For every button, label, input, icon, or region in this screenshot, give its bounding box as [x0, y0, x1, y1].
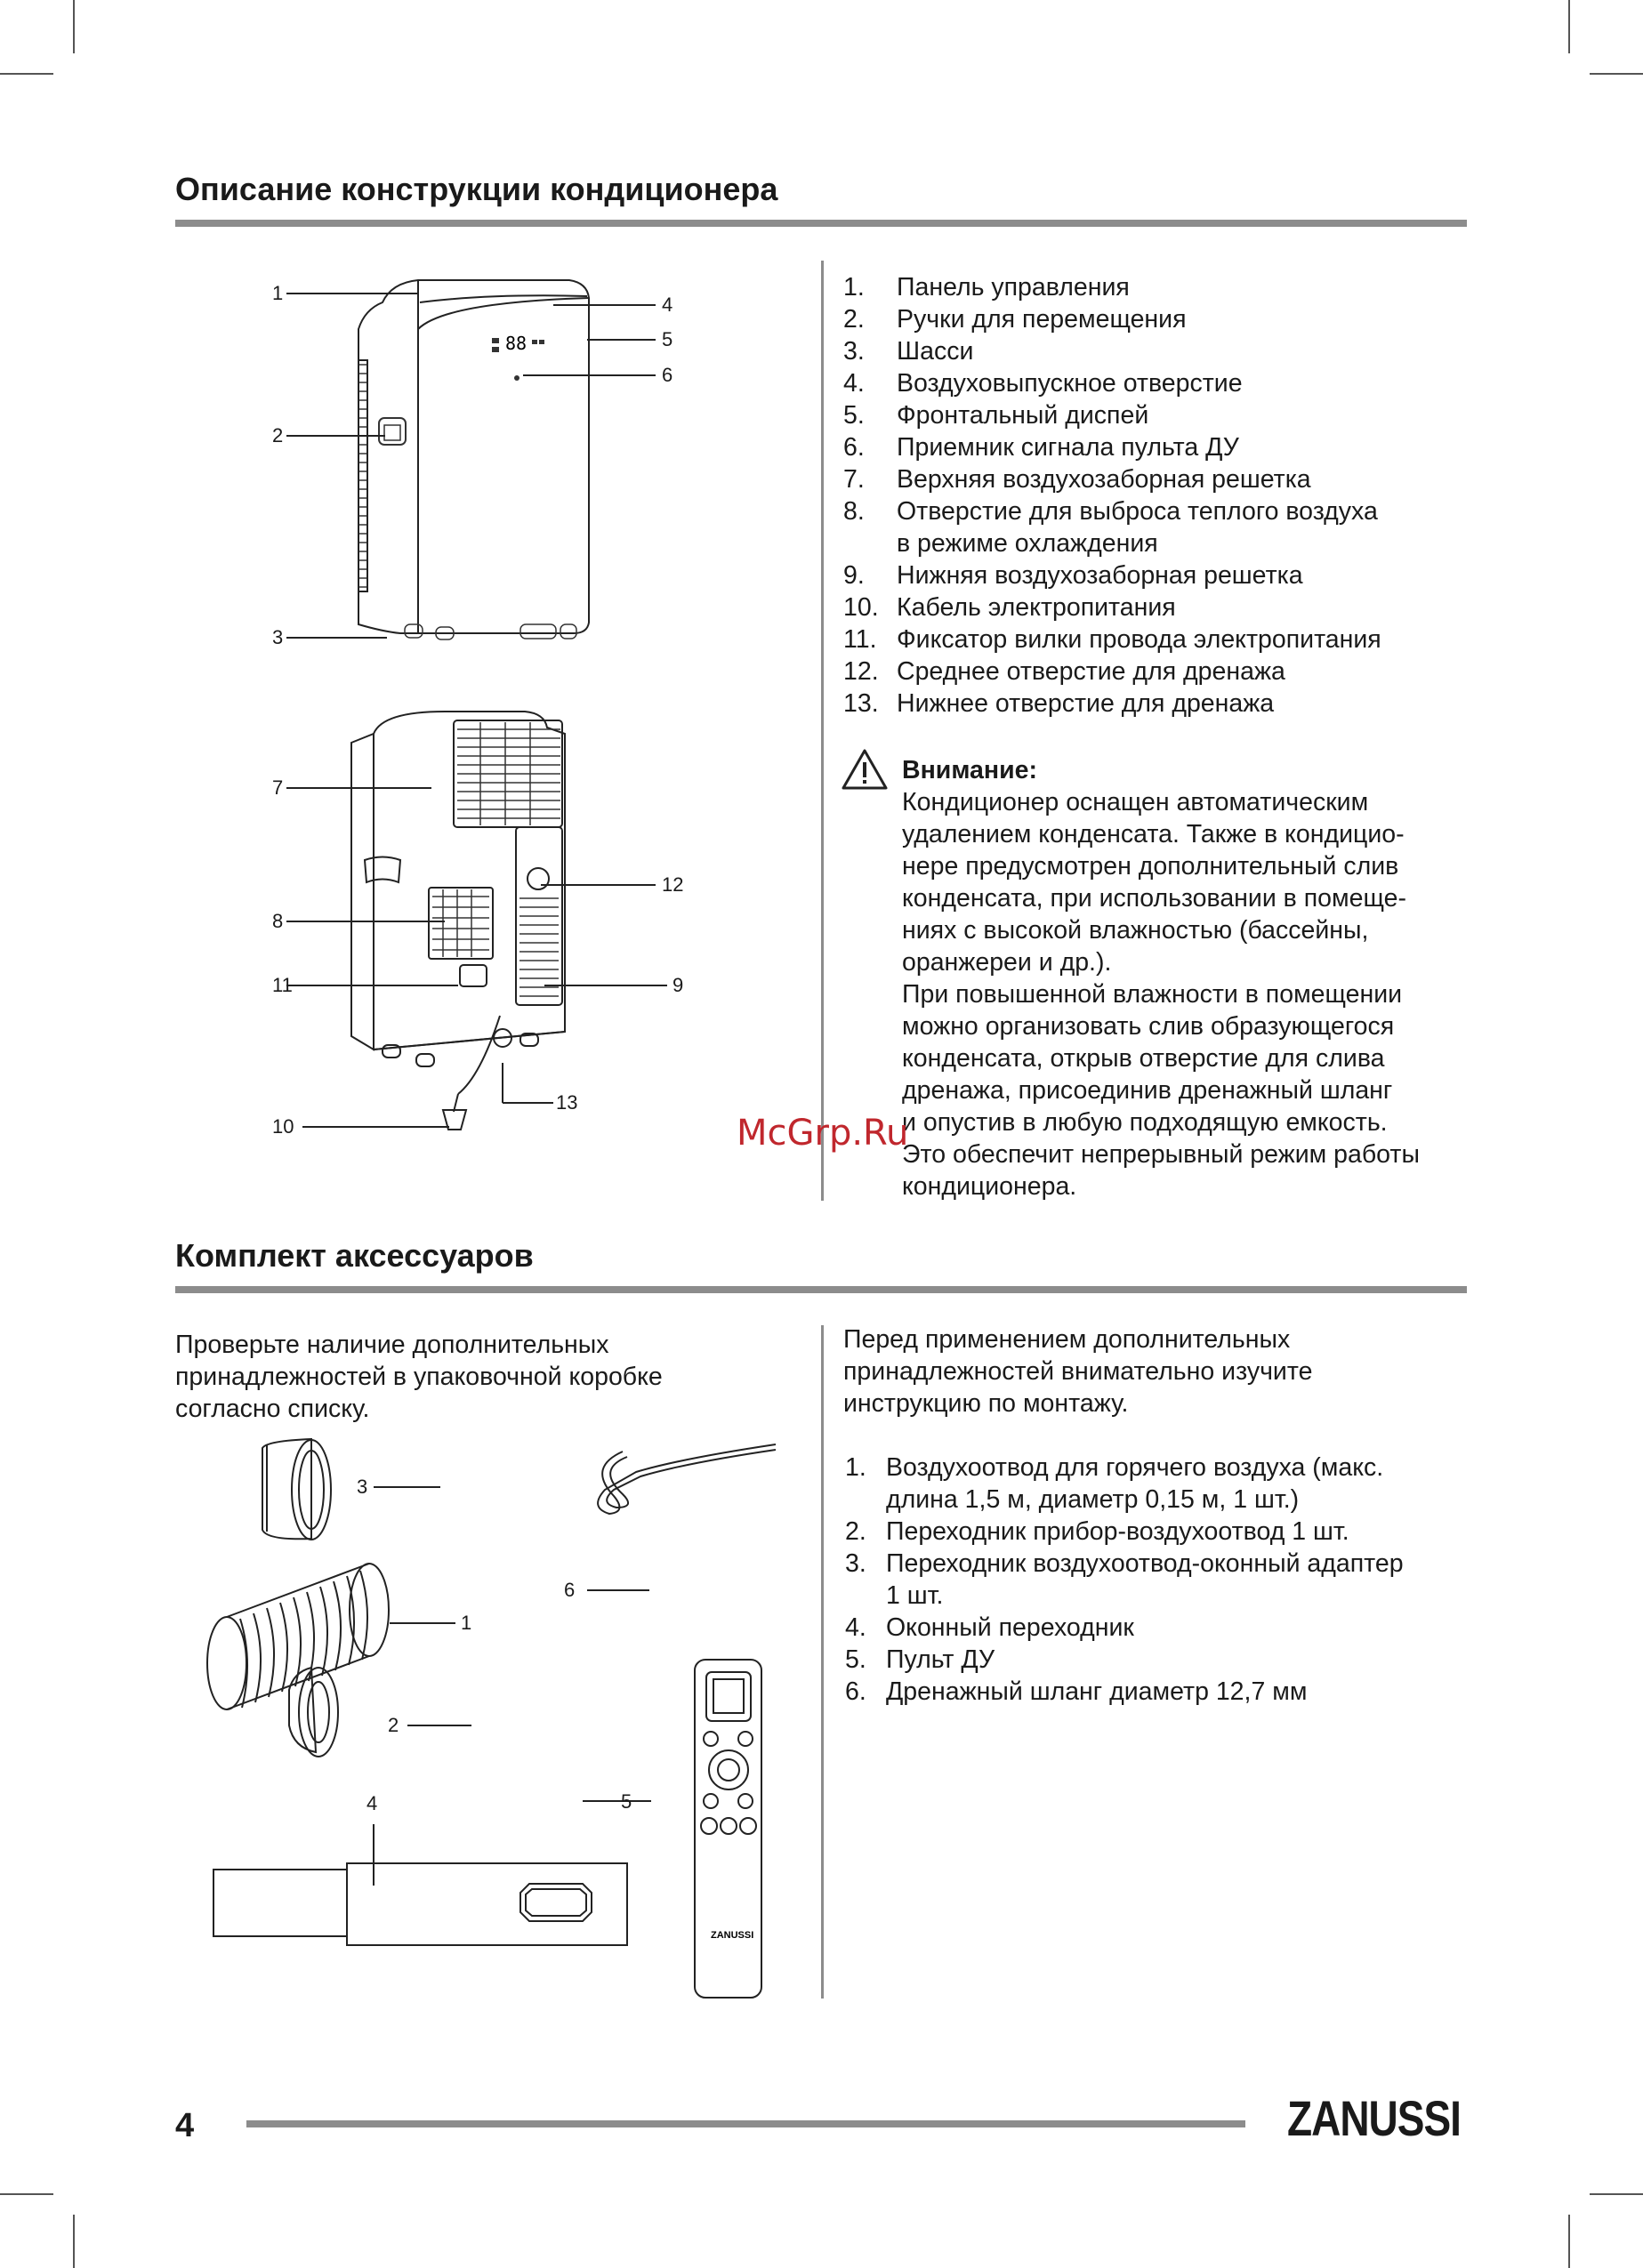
list-item-number: 2.	[845, 1517, 866, 1546]
text-line: Проверьте наличие дополнительных	[175, 1331, 609, 1359]
figure-label: 2	[272, 424, 284, 446]
list-item-number: 2.	[843, 305, 865, 334]
instruction-note	[843, 1323, 1466, 1420]
list-item	[845, 1516, 1468, 1548]
list-item-number: 5.	[843, 401, 865, 430]
page-number: 4	[175, 2107, 195, 2144]
list-item	[845, 1548, 1468, 1612]
list-item-text: Дренажный шланг диаметр 12,7 мм	[886, 1677, 1308, 1706]
accessories-illustration	[178, 1459, 801, 2010]
warning-line: ниях с высокой влажностью (бассейны,	[902, 916, 1369, 945]
figure-label: 11	[272, 974, 293, 996]
figure-label: 2	[388, 1714, 399, 1736]
list-item-number: 1.	[845, 1453, 866, 1482]
crop-mark	[73, 2215, 75, 2268]
section-rule	[175, 1286, 1467, 1293]
warning-text	[902, 786, 1471, 1202]
list-item-text: Переходник прибор-воздухоотвод 1 шт.	[886, 1517, 1349, 1546]
figure-label: 3	[272, 626, 284, 648]
warning-line: можно организовать слив образующегося	[902, 1012, 1395, 1041]
warning-line: Это обеспечит непрерывный режим работы	[902, 1140, 1420, 1169]
list-item-number: 8.	[843, 497, 865, 526]
window-slider	[213, 1863, 627, 1945]
warning-line: кондиционера.	[902, 1172, 1077, 1201]
list-item-text: Фронтальный диспей	[897, 401, 1149, 430]
crop-mark	[1590, 2193, 1643, 2195]
warning-line: дренажа, присоединив дренажный шланг	[902, 1076, 1393, 1105]
list-item-text-cont: длина 1,5 м, диаметр 0,15 м, 1 шт.)	[886, 1485, 1300, 1514]
list-item-text: Шасси	[897, 337, 974, 366]
list-item-text: Переходник воздухоотвод-оконный адаптер	[886, 1549, 1404, 1578]
list-item-text: Среднее отверстие для дренажа	[897, 657, 1285, 686]
list-item-number: 4.	[843, 369, 865, 398]
section-title-design: Описание конструкции кондиционера	[175, 171, 778, 207]
figure-label: 12	[662, 873, 684, 896]
list-item-text: Приемник сигнала пульта ДУ	[897, 433, 1239, 462]
column-divider	[821, 261, 824, 1201]
warning-line: оранжереи и др.).	[902, 948, 1112, 977]
list-item-text: Нижнее отверстие для дренажа	[897, 689, 1275, 718]
figure-label: 6	[662, 364, 673, 386]
list-item-number: 3.	[845, 1549, 866, 1578]
list-item	[843, 559, 1466, 591]
watermark: McGrp.Ru	[737, 1113, 909, 1154]
list-item	[843, 271, 1466, 303]
footer-brand-logo: ZANUSSI	[1287, 2090, 1461, 2147]
hose	[207, 1564, 389, 1709]
display-digits: 88	[505, 333, 528, 354]
footer-rule	[246, 2120, 1245, 2127]
warning-line: Кондиционер оснащен автоматическим	[902, 788, 1369, 816]
list-item	[843, 655, 1466, 688]
list-item-number: 10.	[843, 593, 879, 622]
figure-label: 7	[272, 776, 284, 799]
figure-label: 6	[564, 1579, 576, 1601]
list-item-text: Нижняя воздухозаборная решетка	[897, 561, 1303, 590]
figure-label: 4	[662, 294, 673, 316]
list-item	[845, 1676, 1468, 1708]
warning-line: При повышенной влажности в помещении	[902, 980, 1403, 1009]
list-item-number: 12.	[843, 657, 879, 686]
warning-line: конденсата, открыв отверстие для слива	[902, 1044, 1385, 1073]
parts-list	[843, 271, 1466, 720]
list-item	[845, 1452, 1468, 1516]
list-item-text: Кабель электропитания	[897, 593, 1176, 622]
remote-control	[695, 1660, 761, 1998]
list-item-text: Панель управления	[897, 273, 1130, 302]
list-item-number: 1.	[843, 273, 865, 302]
crop-mark	[1568, 2215, 1570, 2268]
figure-label: 5	[662, 328, 673, 350]
figure-label: 9	[673, 974, 684, 996]
list-item	[845, 1644, 1468, 1676]
list-item-number: 13.	[843, 689, 879, 718]
figure-label: 5	[621, 1790, 632, 1813]
list-item-text: Пульт ДУ	[886, 1645, 995, 1674]
list-item-text: Оконный переходник	[886, 1613, 1134, 1642]
list-item	[843, 623, 1466, 655]
list-item-number: 11.	[843, 625, 877, 654]
list-item	[843, 688, 1466, 720]
list-item-text: Верхняя воздухозаборная решетка	[897, 465, 1311, 494]
figure-label: 1	[461, 1612, 472, 1634]
list-item-text-cont: в режиме охлаждения	[897, 529, 1158, 558]
list-item-text: Воздухоотвод для горячего воздуха (макс.	[886, 1453, 1384, 1482]
list-item	[843, 335, 1466, 367]
figure-label: 3	[357, 1476, 368, 1498]
check-accessories-text	[175, 1329, 780, 1425]
list-item-number: 7.	[843, 465, 865, 494]
warning-title: Внимание:	[902, 756, 1037, 784]
list-item-number: 5.	[845, 1645, 866, 1674]
list-item-number: 4.	[845, 1613, 866, 1642]
text-line: принадлежностей внимательно изучите	[843, 1357, 1313, 1386]
remote-brand: ZANUSSI	[711, 1930, 754, 1941]
figure-label: 4	[366, 1792, 378, 1814]
list-item-number: 9.	[843, 561, 865, 590]
warning-line: и опустив в любую подходящую емкость.	[902, 1108, 1388, 1137]
figure-label: 10	[272, 1115, 294, 1138]
list-item	[843, 495, 1466, 559]
text-line: Перед применением дополнительных	[843, 1325, 1291, 1354]
list-item	[843, 303, 1466, 335]
drain-hose	[598, 1444, 776, 1514]
list-item-number: 3.	[843, 337, 865, 366]
figure-label: 8	[272, 910, 284, 932]
list-item-text: Ручки для перемещения	[897, 305, 1187, 334]
section-title-accessories: Комплект аксессуаров	[175, 1237, 534, 1274]
warning-line: нере предусмотрен дополнительный слив	[902, 852, 1399, 881]
warning-line: удалением конденсата. Также в кондицио-	[902, 820, 1405, 848]
list-item	[843, 431, 1466, 463]
list-item-number: 6.	[843, 433, 865, 462]
warning-icon	[840, 747, 890, 792]
text-line: инструкцию по монтажу.	[843, 1389, 1129, 1418]
list-item-number: 6.	[845, 1677, 866, 1706]
text-line: принадлежностей в упаковочной коробке	[175, 1363, 663, 1391]
list-item-text-cont: 1 шт.	[886, 1581, 944, 1610]
list-item	[843, 591, 1466, 623]
crop-mark	[0, 2193, 53, 2195]
list-item	[843, 367, 1466, 399]
list-item-text: Фиксатор вилки провода электропитания	[897, 625, 1381, 654]
text-line: согласно списку.	[175, 1395, 370, 1423]
figure-label: 1	[272, 282, 284, 304]
hose-window-adapter	[262, 1439, 331, 1540]
list-item	[843, 463, 1466, 495]
list-item	[845, 1612, 1468, 1644]
list-item-text: Воздуховыпускное отверстие	[897, 369, 1243, 398]
accessories-list	[845, 1452, 1468, 1708]
column-divider	[821, 1325, 824, 1999]
list-item-text: Отверстие для выброса теплого воздуха	[897, 497, 1378, 526]
figure-label: 13	[556, 1091, 578, 1114]
list-item	[843, 399, 1466, 431]
warning-line: конденсата, при использовании в помеще-	[902, 884, 1406, 913]
